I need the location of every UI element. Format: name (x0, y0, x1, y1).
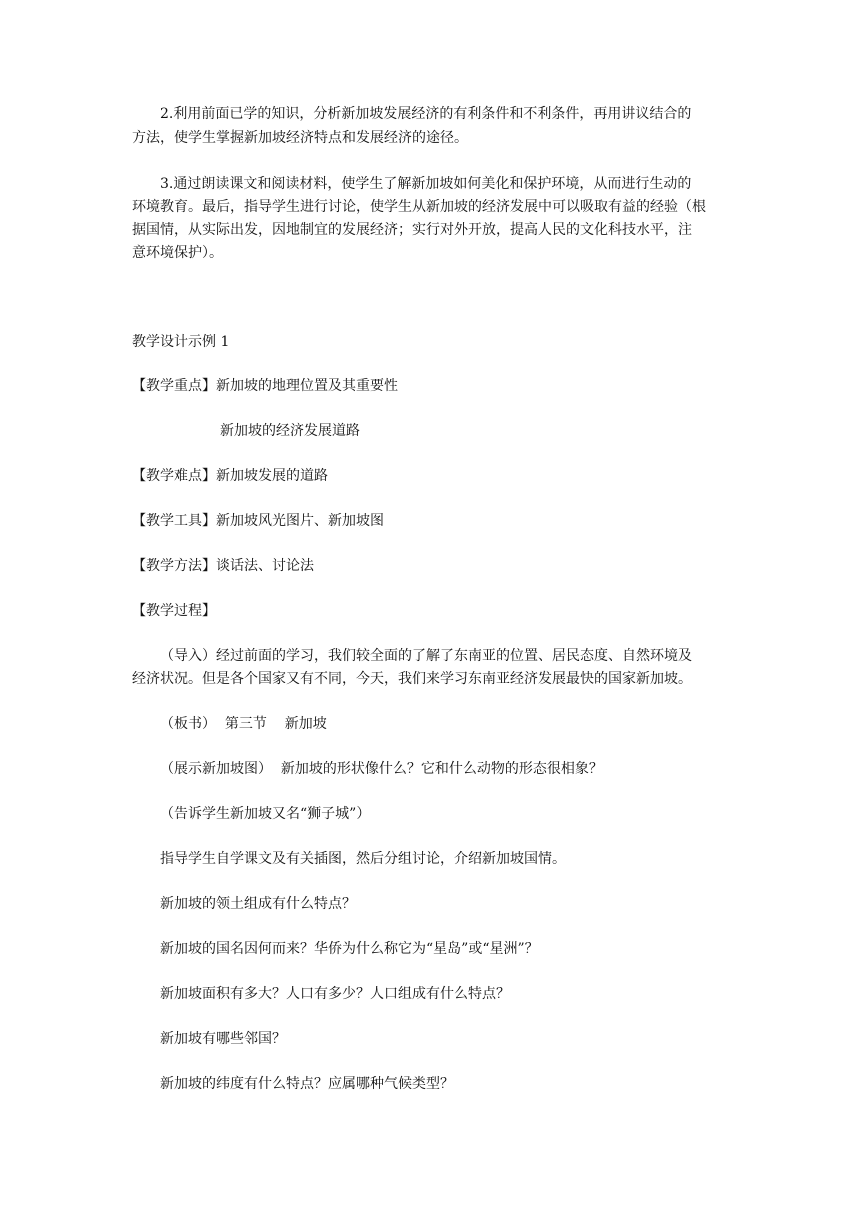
method-row (132, 556, 314, 576)
difficulty-text: 新加坡发展的道路 (216, 468, 328, 484)
question-latitude-climate: 新加坡的纬度有什么特点？应属哪种气候类型？ (160, 1076, 454, 1092)
objective-2-line-2: 方法，使学生掌握新加坡经济特点和发展经济的途径。 (132, 130, 468, 146)
objective-3-line-4: 意环境保护）。 (132, 245, 223, 261)
guide-instruction: 指导学生自学课文及有关插图，然后分组讨论，介绍新加坡国情。 (160, 851, 566, 867)
objective-3-line-3: 据国情，从实际出发，因地制宜的发展经济；实行对外开放，提高人民的文化科技水平，注 (132, 222, 692, 238)
method-text: 谈话法、讨论法 (216, 558, 314, 574)
focus-item-2: 新加坡的经济发展道路 (220, 423, 360, 439)
design-title: 教学设计示例 1 (132, 334, 230, 350)
intro-line-2: 经济状况。但是各个国家又有不同，今天，我们来学习东南亚经济发展最快的国家新加坡。 (132, 671, 692, 687)
question-name-origin: 新加坡的国名因何而来？华侨为什么称它为“星岛”或“星洲”？ (160, 941, 539, 957)
question-territory: 新加坡的领土组成有什么特点？ (160, 896, 356, 912)
intro-line-1: （导入）经过前面的学习，我们较全面的了解了东南亚的位置、居民态度、自然环境及 (160, 648, 692, 664)
focus-label: 【教学重点】 (132, 378, 216, 394)
focus-item-1: 新加坡的地理位置及其重要性 (216, 378, 398, 394)
tools-row (132, 511, 384, 531)
difficulty-label: 【教学难点】 (132, 468, 216, 484)
board-note: （板书） 第三节 新加坡 (160, 716, 327, 732)
objective-3-line-1: 3.通过朗读课文和阅读材料，使学生了解新加坡如何美化和保护环境，从而进行生动的 (160, 176, 692, 192)
question-area-population: 新加坡面积有多大？人口有多少？人口组成有什么特点？ (160, 986, 510, 1002)
lion-city-note: （告诉学生新加坡又名“狮子城”） (160, 806, 371, 822)
tools-text: 新加坡风光图片、新加坡图 (216, 513, 384, 529)
question-neighbors: 新加坡有哪些邻国？ (160, 1031, 286, 1047)
tools-label: 【教学工具】 (132, 513, 216, 529)
objective-2-line-1: 2.利用前面已学的知识，分析新加坡发展经济的有利条件和不利条件，再用讲议结合的 (160, 106, 692, 122)
difficulty-row (132, 466, 328, 486)
method-label: 【教学方法】 (132, 558, 216, 574)
map-question: （展示新加坡图） 新加坡的形状像什么？它和什么动物的形态很相象？ (160, 761, 603, 777)
focus-row (132, 376, 398, 396)
objective-3-line-2: 环境教育。最后，指导学生进行讨论，使学生从新加坡的经济发展中可以吸取有益的经验（根 (132, 199, 706, 215)
process-label: 【教学过程】 (132, 603, 216, 619)
